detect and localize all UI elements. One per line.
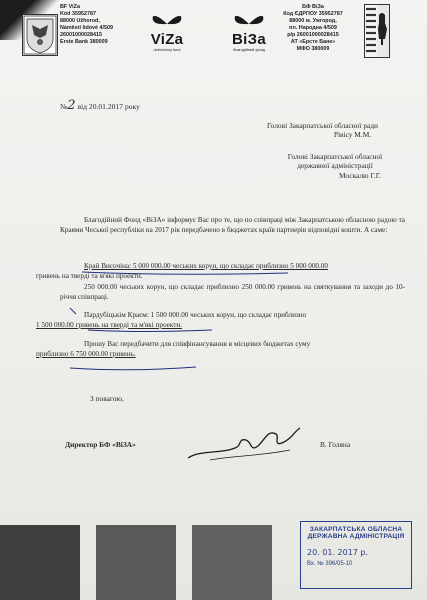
paragraph-line: гривень на тверді та м'які проекти. bbox=[36, 271, 143, 280]
paragraph-intro: Благодійний Фонд «ВіЗА» інформує Вас про те, що по співпраці між Закарпатською обласною радою та Краями Чеської республіки на 2017 рік передбачено в бюджетах країв партнерів відповідні кошти. А саме: bbox=[60, 216, 405, 234]
header-right-line: АТ «Ерсте Банк» bbox=[290, 39, 336, 45]
paragraph-line: Пардубіцькім Краєм: 1 500 000.00 чеських корун, що складає приблизно bbox=[84, 311, 307, 319]
header-left-line: 26001000028415 bbox=[60, 32, 102, 38]
stamp-line: ЗАКАРПАТСЬКА ОБЛАСНА bbox=[309, 526, 403, 533]
stamp-registration: Вх. № 396/05-10 bbox=[307, 561, 353, 567]
header-right-line: БФ ВіЗа bbox=[302, 4, 324, 10]
logo-subtitle: dobročinný fond bbox=[153, 48, 181, 52]
addressee-line: Москалю Г.Г. bbox=[339, 170, 381, 180]
header-left-line: Náměstí lidové 4/509 bbox=[60, 25, 114, 31]
logo-word: ВіЗа bbox=[232, 31, 266, 48]
header-right-line: МФО 380009 bbox=[296, 46, 330, 52]
closing-regards: З повагою, bbox=[90, 394, 124, 403]
signatory-title: Директор БФ «ВіЗА» bbox=[65, 440, 136, 449]
addressee-line: Голові Закарпатської обласної ради bbox=[266, 121, 379, 130]
addressee-line: державної адміністрації bbox=[297, 161, 373, 171]
paragraph-anniversary: 250 000.00 чеських корун, що складає приблизно 250 000.00 гривень на святкування та заходи до 10-річчя співпраці. bbox=[60, 283, 405, 301]
header-right-line: р/р 26001000028415 bbox=[287, 32, 339, 38]
registration-stamp bbox=[300, 521, 412, 589]
header-right-line: 88000 м. Ужгород, bbox=[289, 18, 337, 24]
stamp-date: 20. 01. 2017 р. bbox=[307, 548, 369, 557]
paragraph-line: Край Височіна: 5 000 000.00 чеських корун, що складає приблизно 5 000 000.00 bbox=[84, 262, 328, 270]
paragraph-line: Прошу Вас передбачити для співфінансування в місцевих бюджетах суму bbox=[84, 340, 311, 348]
stamp-line: ДЕРЖАВНА АДМІНІСТРАЦІЯ bbox=[307, 533, 405, 540]
signatory-name: В. Голяна bbox=[320, 440, 351, 449]
redacted-block bbox=[96, 525, 176, 600]
header-left-line: 88000 Užhorod, bbox=[60, 18, 100, 24]
reference-date: від 20.01.2017 року bbox=[77, 102, 140, 111]
reference-number: 2 bbox=[67, 98, 76, 113]
addressee-line: Голові Закарпатської обласної bbox=[287, 152, 383, 161]
header-right-line: Код ЄДРПОУ 35952787 bbox=[283, 11, 343, 17]
header-left-line: Kód 35952787 bbox=[60, 11, 96, 17]
header-right-line: пл. Народна 4/509 bbox=[289, 25, 337, 31]
redacted-block bbox=[192, 525, 272, 600]
logo-word: ViZa bbox=[150, 31, 184, 48]
addressee-line: Рівісу М.М. bbox=[333, 130, 372, 140]
reference-prefix: № bbox=[60, 102, 68, 111]
handwritten-signature bbox=[180, 420, 310, 468]
redacted-block bbox=[0, 525, 80, 600]
paragraph-line: приблизно 6 750 000.00 гривень. bbox=[36, 349, 136, 358]
logo-subtitle: благодійний фонд bbox=[233, 48, 265, 52]
header-left-line: Erste Bank 380009 bbox=[60, 39, 108, 45]
paragraph-line: 1 500 000.00 гривень на тверді та м'які проекти. bbox=[36, 320, 182, 329]
header-left-line: BF ViZa bbox=[60, 4, 80, 10]
